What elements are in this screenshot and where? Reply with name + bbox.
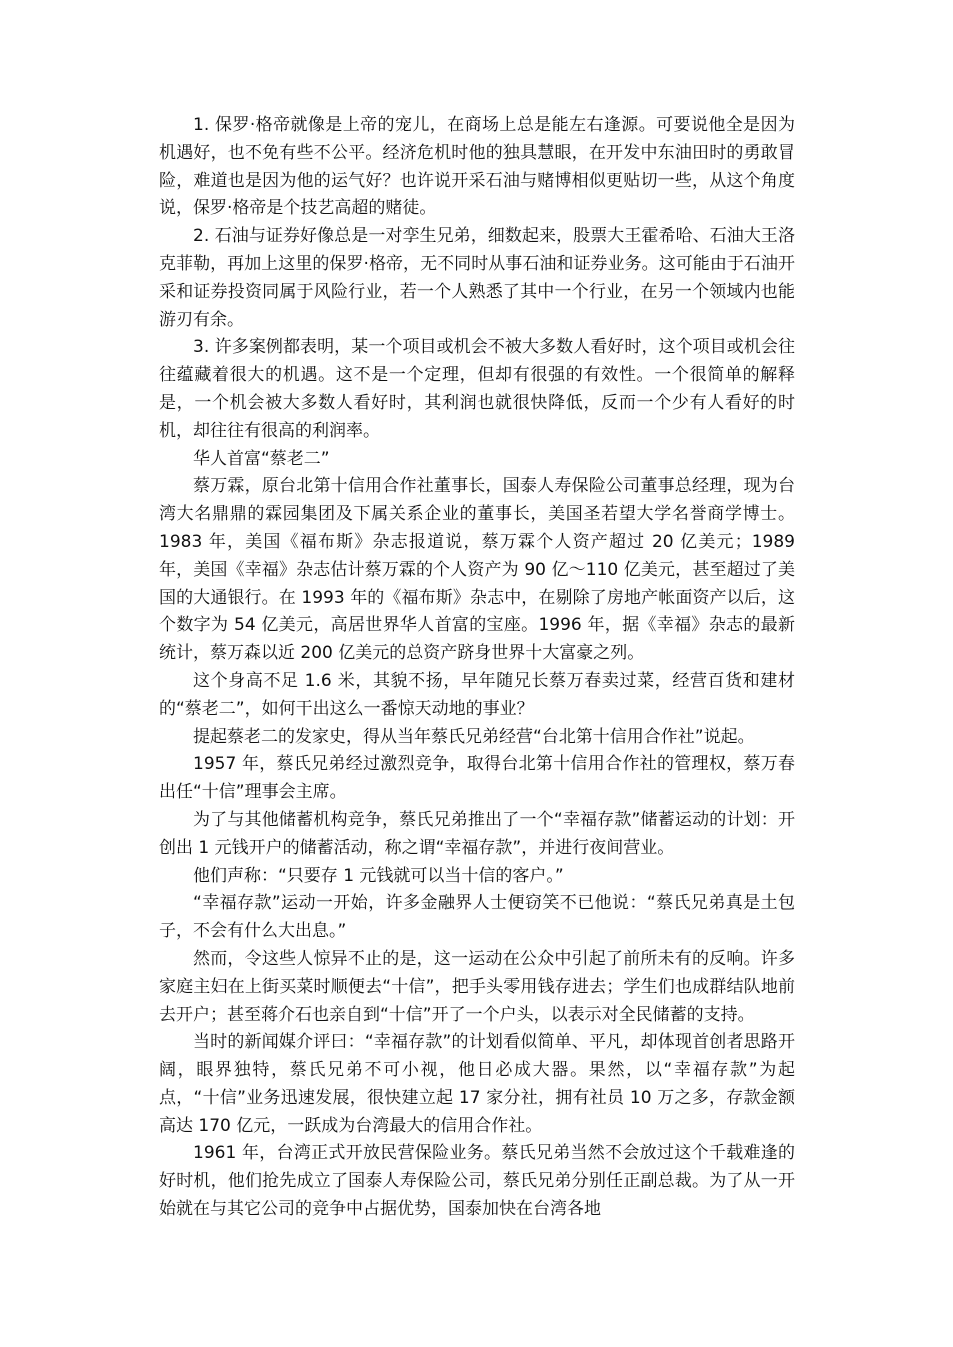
paragraph-question: 这个身高不足 1.6 米，其貌不扬，早年随兄长蔡万春卖过菜，经营百货和建材的“蔡老二”，如何干出这么一番惊天动地的事业？ [159, 670, 795, 719]
paragraph-claim: 他们声称：“只要存 1 元钱就可以当十信的客户。” [193, 865, 564, 886]
paragraph-origin: 提起蔡老二的发家史，得从当年蔡氏兄弟经营“台北第十信用合作社”说起。 [193, 726, 755, 747]
paragraph-1957: 1957 年，蔡氏兄弟经过激烈竞争，取得台北第十信用合作社的管理权，蔡万春出任“十信”理事会主席。 [159, 754, 795, 803]
paragraph-point-2: 2. 石油与证券好像总是一对孪生兄弟，细数起来，股票大王霍希哈、石油大王洛克菲勒，再加上这里的保罗·格帝，无不同时从事石油和证券业务。这可能由于石油开采和证券投资同属于风险行业，若一个人熟悉了其中一个行业，在另一个领域内也能游刃有余。 [159, 226, 795, 330]
paragraph-media-review: 当时的新闻媒介评曰：“幸福存款”的计划看似简单、平凡，却体现首创者思路开阔，眼界独特，蔡氏兄弟不可小视，他日必成大器。果然，以“幸福存款”为起点，“十信”业务迅速发展，很快建立起 17 家分社，拥有社员 10 万之多，存款金额高达 170 亿元，一跃成为台湾最大的信用合作社。 [159, 1032, 795, 1136]
paragraph-point-3: 3. 许多案例都表明，某一个项目或机会不被大多数人看好时，这个项目或机会往往蕴藏着很大的机遇。这不是一个定理，但却有很强的有效性。一个很简单的解释是，一个机会被大多数人看好时，其利润也就很快降低，反而一个少有人看好的时机，却往往有很高的利润率。 [159, 337, 795, 441]
document-page [159, 112, 795, 1224]
paragraph-savings-plan: 为了与其他储蓄机构竞争，蔡氏兄弟推出了一个“幸福存款”储蓄运动的计划：开创出 1 元钱开户的储蓄活动，称之谓“幸福存款”，并进行夜间营业。 [159, 809, 795, 858]
section-heading: 华人首富“蔡老二” [193, 448, 330, 469]
paragraph-response: 然而，令这些人惊异不止的是，这一运动在公众中引起了前所未有的反响。许多家庭主妇在上街买菜时顺便去“十信”，把手头零用钱存进去；学生们也成群结队地前去开户；甚至蒋介石也亲自到“十信”开了一个户头，以表示对全民储蓄的支持。 [159, 948, 795, 1025]
paragraph-1961: 1961 年，台湾正式开放民营保险业务。蔡氏兄弟当然不会放过这个千载难逢的好时机，他们抢先成立了国泰人寿保险公司，蔡氏兄弟分别任正副总裁。为了从一开始就在与其它公司的竞争中占据优势，国泰加快在台湾各地 [159, 1143, 795, 1220]
paragraph-point-1: 1. 保罗·格帝就像是上帝的宠儿，在商场上总是能左右逢源。可要说他全是因为机遇好，也不免有些不公平。经济危机时他的独具慧眼，在开发中东油田时的勇敢冒险，难道也是因为他的运气好？也许说开采石油与赌博相似更贴切一些，从这个角度说，保罗·格帝是个技艺高超的赌徒。 [159, 115, 795, 219]
paragraph-mockery: “幸福存款”运动一开始，许多金融界人士便窃笑不已他说：“蔡氏兄弟真是土包子，不会有什么大出息。” [159, 893, 795, 942]
paragraph-biography: 蔡万霖，原台北第十信用合作社董事长，国泰人寿保险公司董事总经理，现为台湾大名鼎鼎的霖园集团及下属关系企业的董事长，美国圣若望大学名誉商学博士。1983 年，美国《福布斯》杂志报道说，蔡万霖个人资产超过 20 亿美元；1989 年，美国《幸福》杂志估计蔡万霖的个人资产为 90 亿～110 亿美元，甚至超过了美国的大通银行。在 1993 年的《福布斯》杂志中，在剔除了房地产帐面资产以后，这个数字为 54 亿美元，高居世界华人首富的宝座。1996 年，据《幸福》杂志的最新统计，蔡万森以近 200 亿美元的总资产跻身世界十大富豪之列。 [159, 476, 795, 664]
